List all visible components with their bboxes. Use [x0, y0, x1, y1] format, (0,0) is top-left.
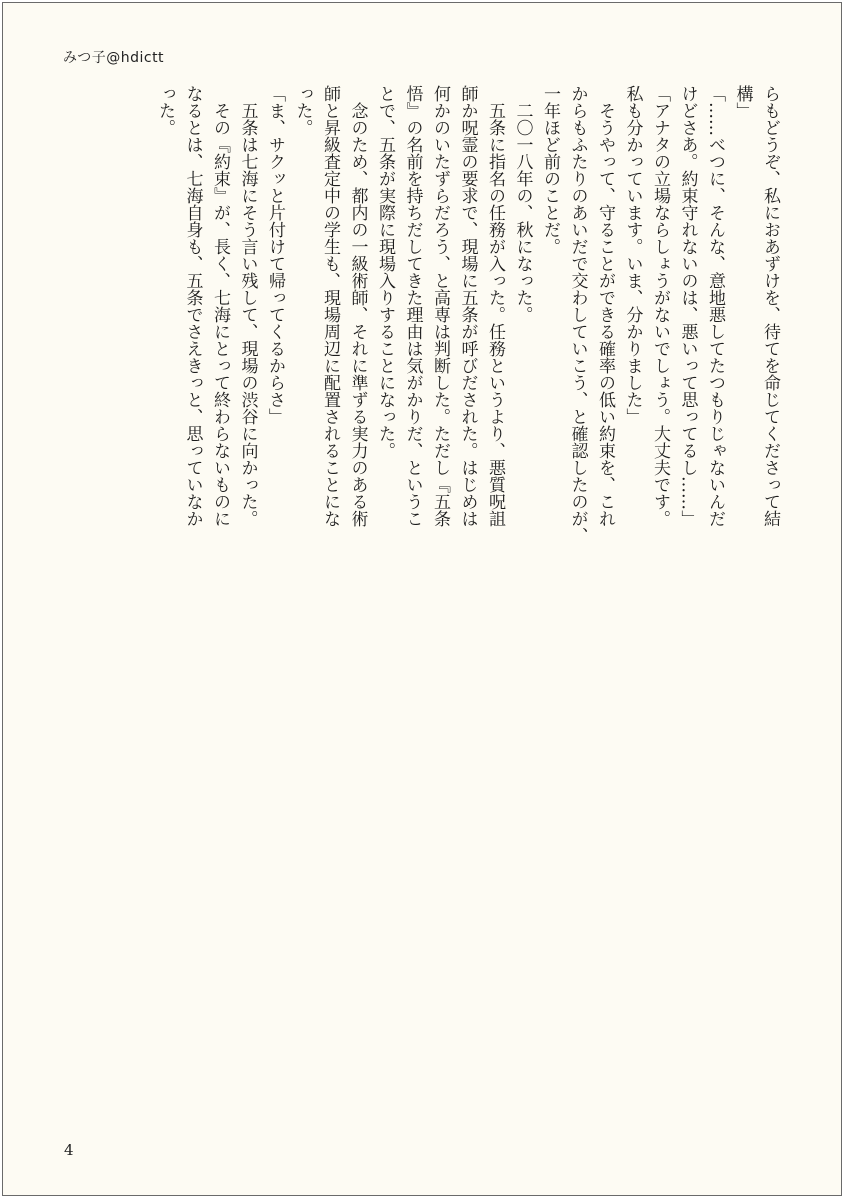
text-column: けどさあ。約束守れないのは、悪いって思ってるし……」: [677, 85, 698, 527]
text-column: った。: [155, 85, 175, 136]
text-column: 二〇一八年の、秋になった。: [512, 85, 533, 323]
text-column: らもどうぞ、私におあずけを、待てを命じてくださって結: [760, 85, 780, 527]
page-number: 4: [64, 1141, 74, 1159]
text-column: 何かのいたずらだろう、と高専は判断した。ただし『五条: [430, 85, 450, 527]
text-column: とで、五条が実際に現場入りすることになった。: [375, 85, 395, 459]
text-column: 師か呪霊の要求で、現場に五条が呼びだされた。はじめは: [457, 85, 478, 527]
text-column: 「ま、サクッと片付けて帰ってくるからさ」: [265, 85, 285, 425]
text-column: 私も分かっています。いま、分かりました」: [622, 85, 643, 425]
text-column: そうやって、守ることができる確率の低い約束を、これ: [595, 85, 615, 527]
text-column: からもふたりのあいだで交わしていこう、と確認したのが、: [567, 85, 588, 544]
text-column: った。: [292, 85, 313, 136]
author-credit: みつ子@hdictt: [63, 50, 165, 66]
text-column: その『約束』が、長く、七海にとって終わらないものに: [210, 85, 230, 527]
text-column: 五条に指名の任務が入った。任務というより、悪質呪詛: [485, 85, 505, 527]
text-column: 師と昇級査定中の学生も、現場周辺に配置されることにな: [320, 85, 340, 527]
text-column: 構」: [732, 85, 753, 119]
text-column: 「アナタの立場ならしょうがないでしょう。大丈夫です。: [650, 85, 670, 527]
page: [2, 2, 842, 1196]
text-column: 念のため、都内の一級術師、それに準ずる実力のある術: [347, 85, 368, 527]
vertical-body-text: [151, 85, 784, 605]
text-column: 一年ほど前のことだ。: [540, 85, 560, 255]
text-column: 五条は七海にそう言い残して、現場の渋谷に向かった。: [237, 85, 258, 527]
text-column: 悟』の名前を持ちだしてきた理由は気がかりだ、というこ: [402, 85, 423, 527]
text-column: なるとは、七海自身も、五条でさえきっと、思っていなか: [182, 85, 203, 527]
text-column: 「……べつに、そんな、意地悪してたつもりじゃないんだ: [705, 85, 725, 527]
